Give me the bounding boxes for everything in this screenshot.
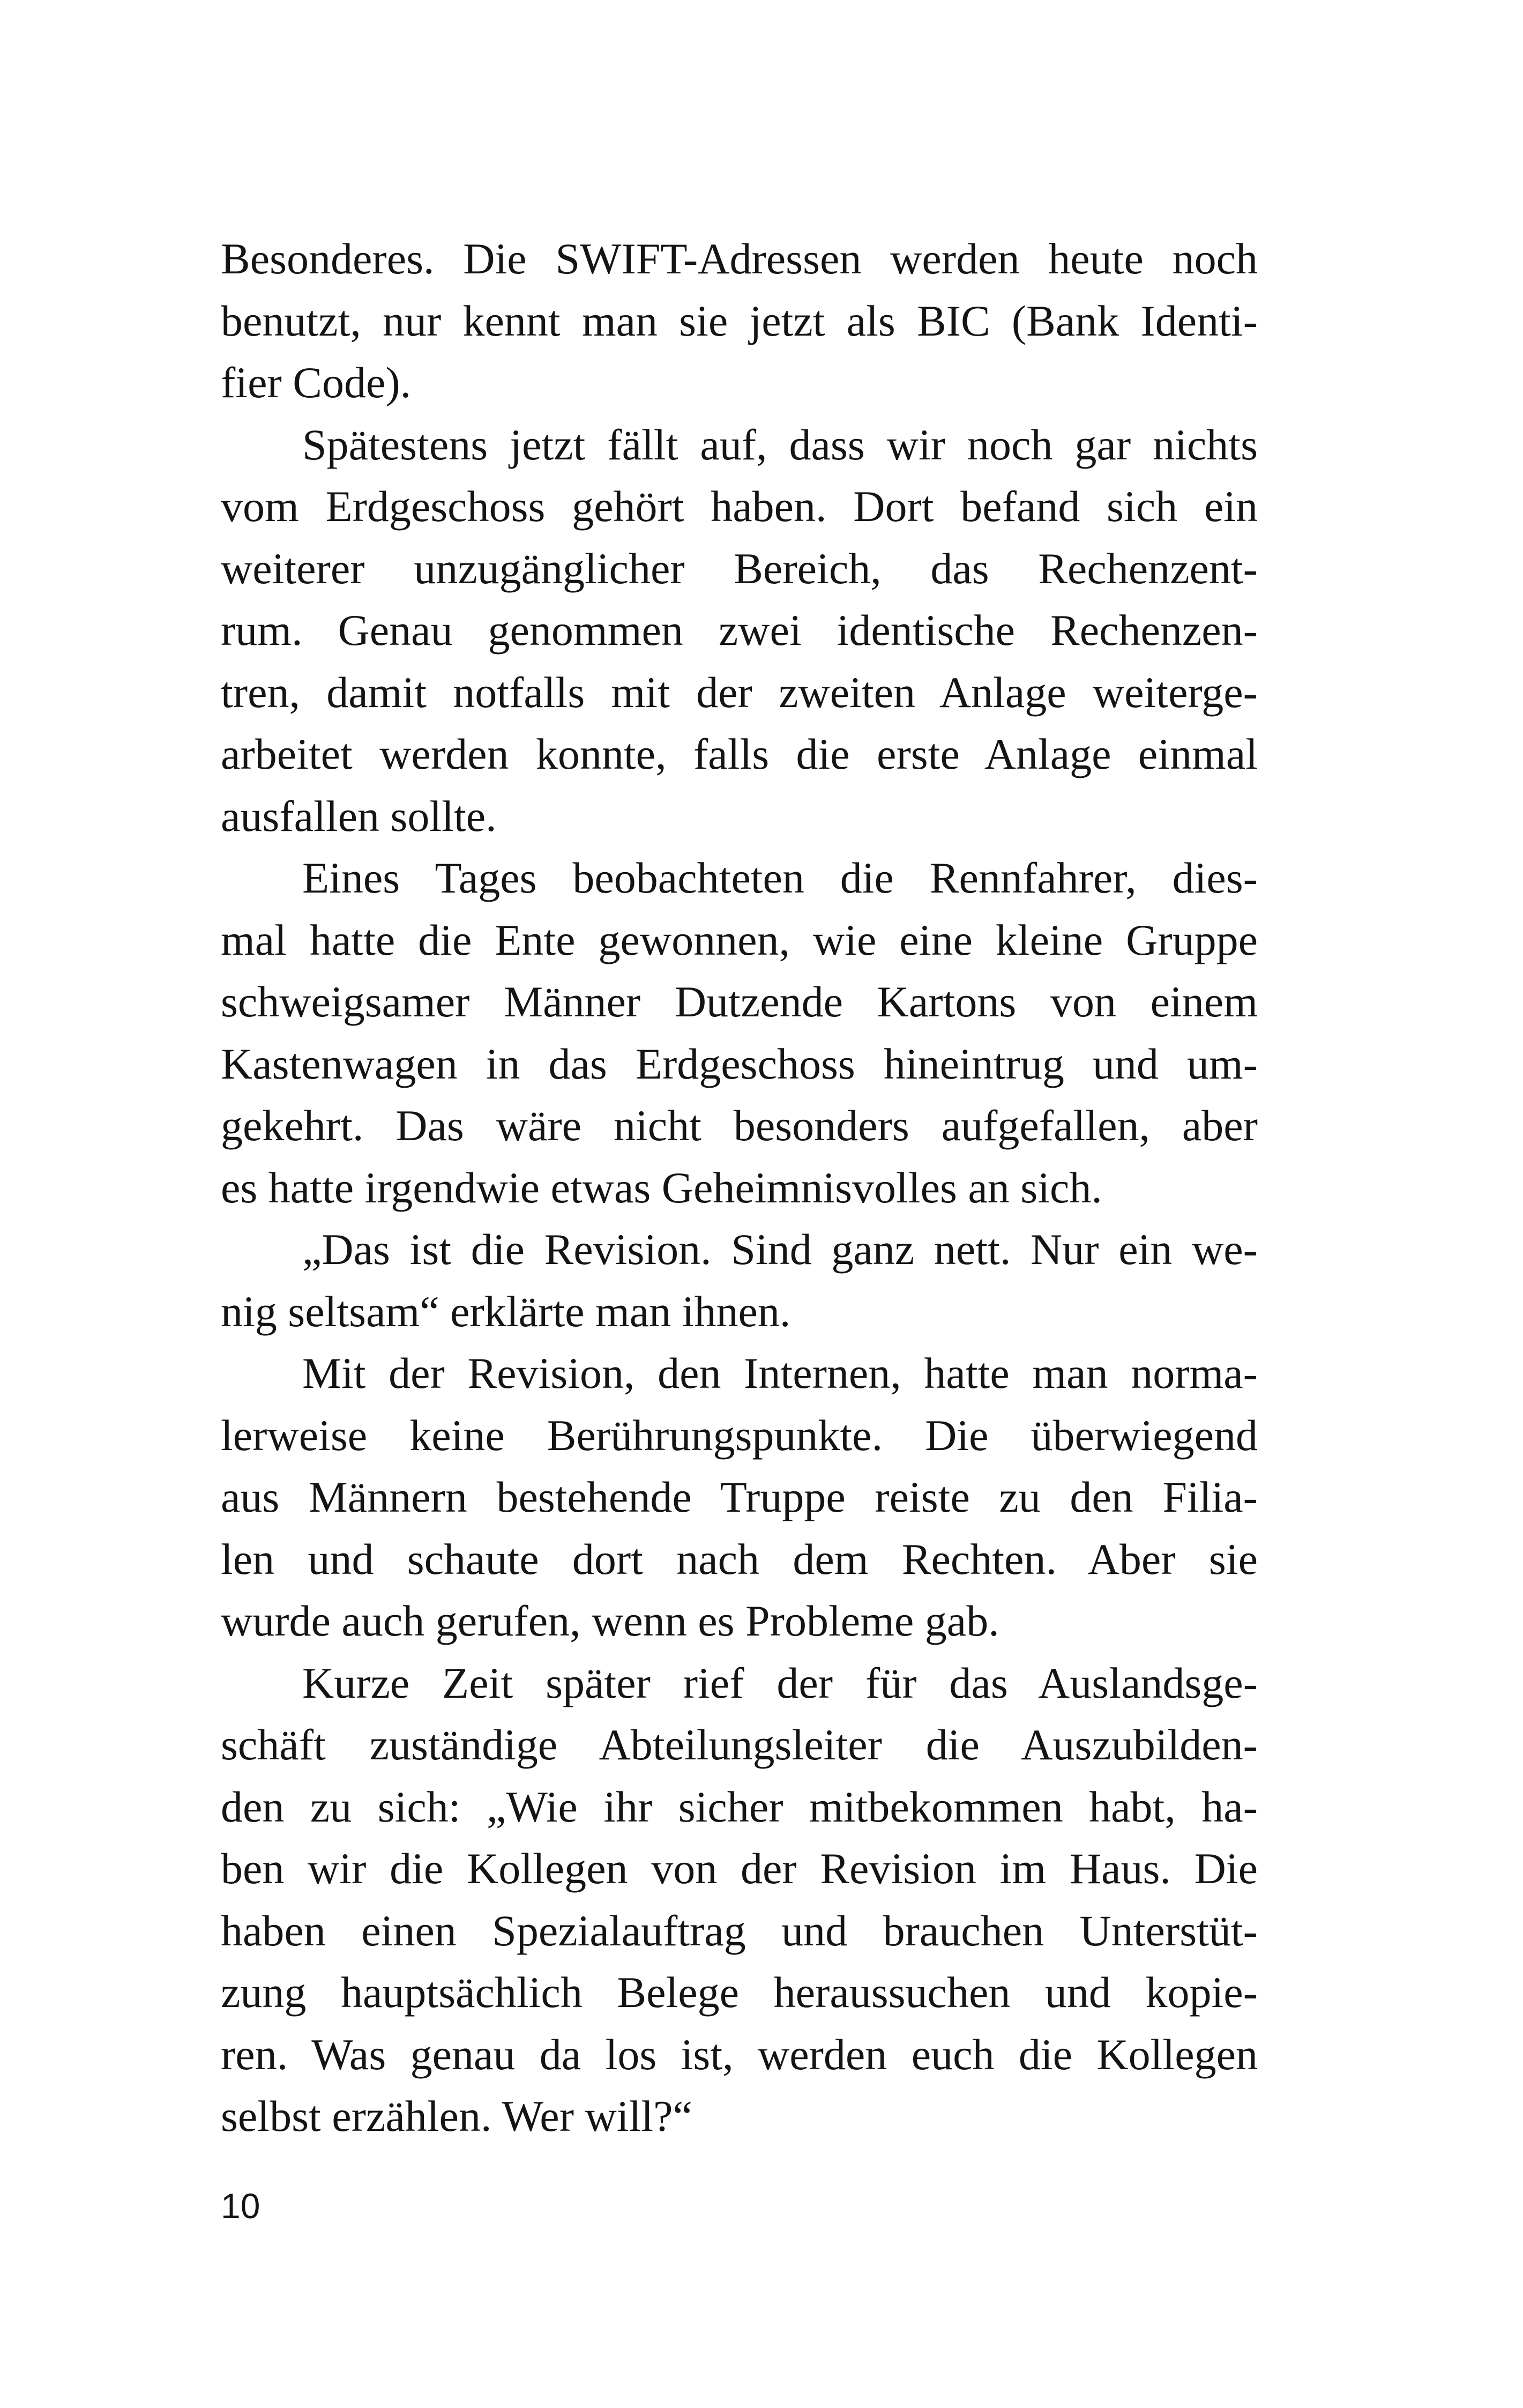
page-number: 10 [221,2186,260,2226]
paragraph [221,1652,1258,2147]
text-line: zung hauptsächlich Belege heraussuchen und kopie- [221,1968,1258,2017]
text-line: Eines Tages beobachteten die Rennfahrer, dies- [302,853,1258,902]
text-line: den zu sich: „Wie ihr sicher mitbekommen habt, ha- [221,1782,1258,1831]
text-line: Kurze Zeit später rief der für das Auslandsge- [302,1658,1258,1707]
text-line: tren, damit notfalls mit der zweiten Anlage weiterge- [221,667,1258,717]
text-line: ausfallen sollte. [221,791,497,841]
text-line: ben wir die Kollegen von der Revision im Haus. Die [221,1844,1258,1893]
text-line: mal hatte die Ente gewonnen, wie eine kleine Gruppe [221,915,1258,964]
text-line: aus Männern bestehende Truppe reiste zu den Filia- [221,1473,1258,1521]
text-line: gekehrt. Das wäre nicht besonders aufgefallen, aber [221,1101,1258,1150]
paragraph [221,847,1258,1218]
text-line: weiterer unzugänglicher Bereich, das Rechenzent- [221,544,1258,593]
text-line: ren. Was genau da los ist, werden euch die Kollegen [221,2030,1258,2079]
text-line: Besonderes. Die SWIFT-Adressen werden heute noch [221,234,1258,283]
text-line: nig seltsam“ erklärte man ihnen. [221,1287,791,1336]
text-line: haben einen Spezialauftrag und brauchen Unterstüt- [221,1906,1258,1955]
text-line: es hatte irgendwie etwas Geheimnisvolles an sich. [221,1163,1102,1212]
text-line: Kastenwagen in das Erdgeschoss hineintrug und um- [221,1039,1258,1088]
text-line: len und schaute dort nach dem Rechten. Aber sie [221,1534,1258,1584]
text-line: rum. Genau genommen zwei identische Rechenzen- [221,606,1258,655]
text-line: wurde auch gerufen, wenn es Probleme gab. [221,1596,999,1645]
text-line: lerweise keine Berührungspunkte. Die überwiegend [221,1410,1258,1460]
text-line: „Das ist die Revision. Sind ganz nett. Nur ein we- [302,1225,1258,1274]
text-line: schäft zuständige Abteilungsleiter die Auszubilden- [221,1720,1258,1769]
text-line: Spätestens jetzt fällt auf, dass wir noch gar nichts [302,420,1258,469]
body-text [221,228,1258,2147]
paragraph [221,414,1258,848]
text-line: benutzt, nur kennt man sie jetzt als BIC (Bank Identi- [221,296,1258,345]
text-line: arbeitet werden konnte, falls die erste Anlage einmal [221,730,1258,778]
paragraph [221,1342,1258,1652]
text-line: fier Code). [221,358,412,407]
text-line: Mit der Revision, den Internen, hatte man norma- [302,1349,1258,1398]
text-line: selbst erzählen. Wer will?“ [221,2092,692,2141]
paragraph [221,228,1258,414]
text-line: schweigsamer Männer Dutzende Kartons von einem [221,977,1258,1026]
text-line: vom Erdgeschoss gehört haben. Dort befand sich ein [221,482,1258,531]
paragraph [221,1218,1258,1342]
